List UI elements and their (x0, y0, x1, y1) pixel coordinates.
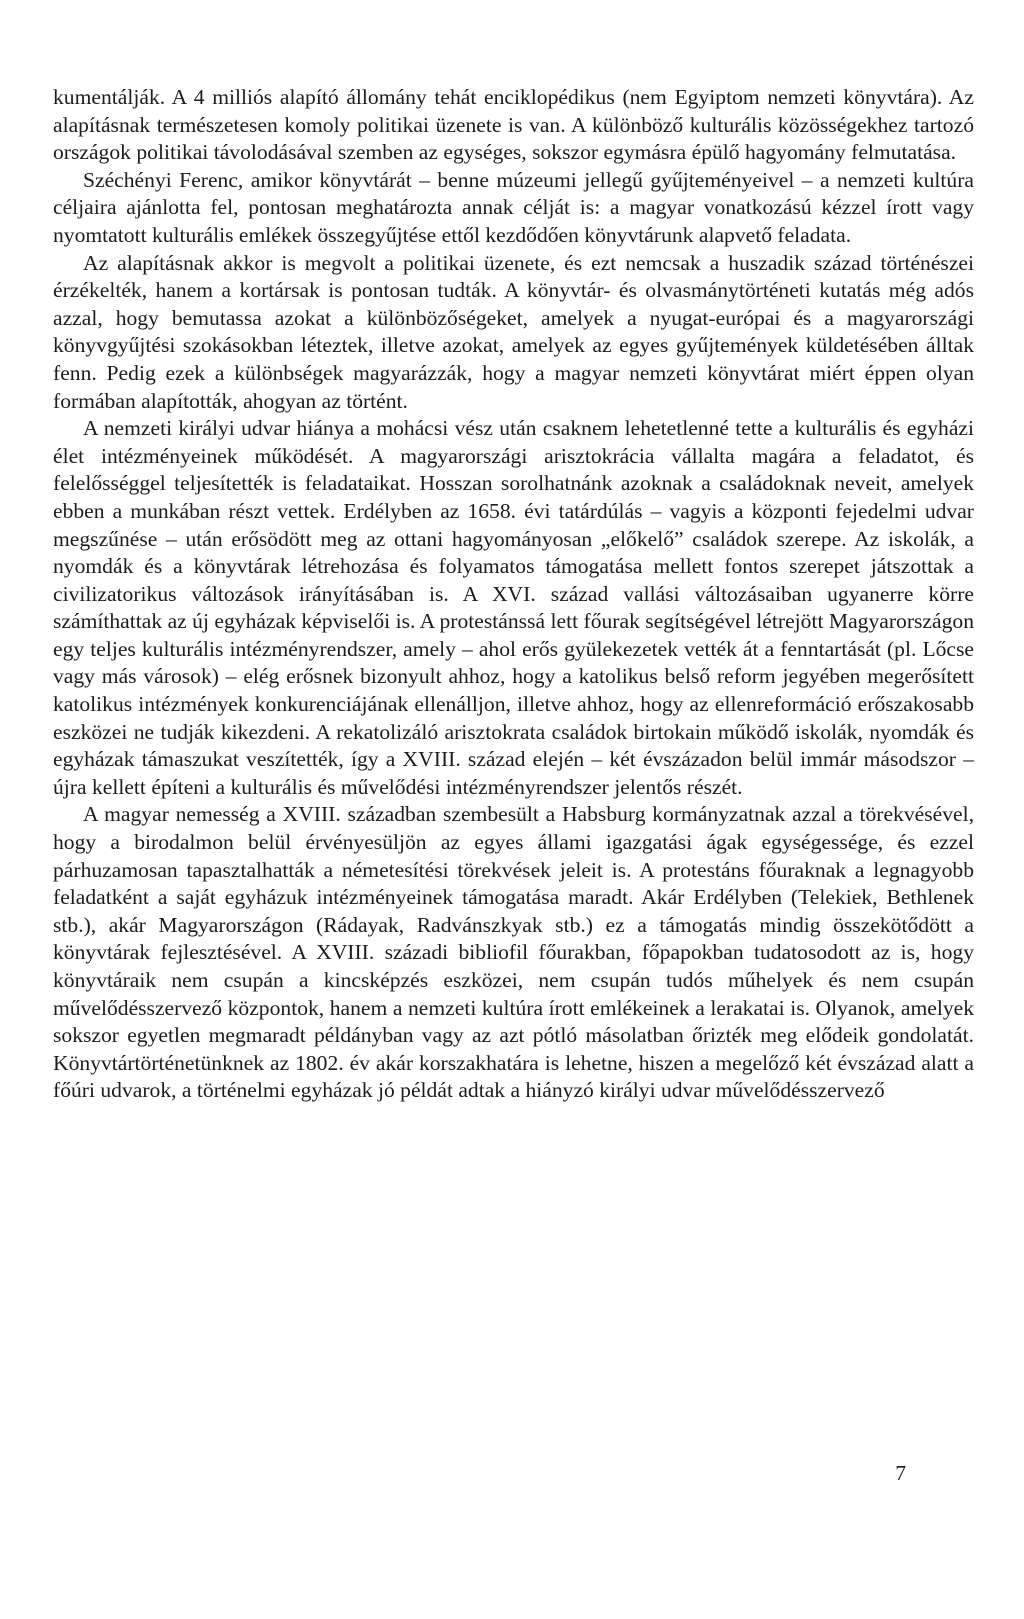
paragraph-2: Széchényi Ferenc, amikor könyvtárát – benne múzeumi jellegű gyűjteményeivel – a nemzeti kultúra céljaira ajánlotta fel, pontosan meghatározta annak célját is: a magyar vonatkozású kézzel írott vagy nyomtatott kulturális emlékek összegyűjtése ettől kezdődően könyvtárunk alapvető feladata. (53, 167, 974, 247)
page-number: 7 (895, 1461, 906, 1485)
paragraph-5: A magyar nemesség a XVIII. században szembesült a Habsburg kormányzatnak azzal a törekvésével, hogy a birodalmon belül érvényesüljön az egyes állami igazgatási ágak egységessége, és ezzel párhuzamosan tapasztalhatták a németеsítési törekvések jeleit is. A protestáns főuraknak a legnagyobb feladatként a saját egyházuk intézményeinek támogatása maradt. Akár Erdélyben (Telekiek, Bethlenek stb.), akár Magyarországon (Rádayak, Radvánszkyak stb.) ez a támogatás mindig összekötődött a könyvtárak fejlesztésével. A XVIII. századi bibliofil főurakban, főpapokban tudatosodott az is, hogy könyvtáraik nem csupán a kincsképzés eszközei, nem csupán tudós műhelyek és nem csupán művelődésszervező központok, hanem a nemzeti kultúra írott emlékeinek a lerakatai is. Olyanok, amelyek sokszor egyetlen megmaradt példányban vagy az azt pótló másolatban őrizték meg elődeik gondolatát. Könyvtártörténetünknek az 1802. év akár korszakhatára is lehetne, hiszen a megelőző két évszázad alatt a főúri udvarok, a történelmi egyházak jó példát adtak a hiányzó királyi udvar művelődésszervező (53, 802, 974, 1103)
paragraph-4: A nemzeti királyi udvar hiánya a mohácsi vész után csaknem lehetetlenné tette a kulturális és egyházi élet intézményeinek működését. A magyarországi arisztokrácia vállalta magára a feladatot, és felelősséggel teljesítették is feladataikat. Hosszan sorolhatnánk azoknak a családoknak neveit, amelyek ebben a munkában részt vettek. Erdélyben az 1658. évi tatárdúlás – vagyis a központi fejedelmi udvar megszűnése – után erősödött meg az ottani hagyományosan „előkelő” családok szerepe. Az iskolák, a nyomdák és a könyvtárak létrehozása és folyamatos támogatása mellett fontos szerepet játszottak a civilizatorikus változások irányításában is. A XVI. század vallási változásaiban ugyanerre körre számíthattak az új egyházak képviselői is. A protestánssá lett főurak segítségével létrejött Magyarországon egy teljes kulturális intézményrendszer, amely – ahol erős gyülekezetek vették át a fenntartását (pl. Lőcse vagy más városok) – elég erősnek bizonyult ahhoz, hogy a katolikus belső reform jegyében megerősített katolikus intézmények konkurenciájának ellenálljon, illetve ahhoz, hogy az ellenreformáció erőszakosabb eszközei ne tudják kikezdeni. A rekatolizáló arisztokrata családok birtokain működő iskolák, nyomdák és egyházak támaszukat veszítették, így a XVIII. század elején – két évszázadon belül immár másodszor – újra kellett építeni a kulturális és művelődési intézményrendszer jelentős részét. (53, 416, 974, 799)
paragraph-3: Az alapításnak akkor is megvolt a politikai üzenete, és ezt nemcsak a huszadik század történészei érzékelték, hanem a kortársak is pontosan tudták. A könyvtár- és olvasmánytörténeti kutatás még adós azzal, hogy bemutassa azokat a különbözőségeket, amelyek a nyugat-európai és a magyarországi könyvgyűjtési szokásokban léteztek, illetve azokat, amelyek az egyes gyűjtemények küldetésében álltak fenn. Pedig ezek a különbségek magyarázzák, hogy a magyar nemzeti könyvtárat miért éppen olyan formában alapították, ahogyan az történt. (53, 250, 974, 413)
page-body (53, 84, 974, 1105)
paragraph-1: kumentálják. A 4 milliós alapító állomány tehát enciklopédikus (nem Egyiptom nemzeti könyvtára). Az alapításnak természetesen komoly politikai üzenete is van. A különböző kulturális közösségekhez tartozó országok politikai távolodásával szemben az egységes, sokszor egymásra épülő hagyomány felmutatása. (53, 85, 974, 165)
